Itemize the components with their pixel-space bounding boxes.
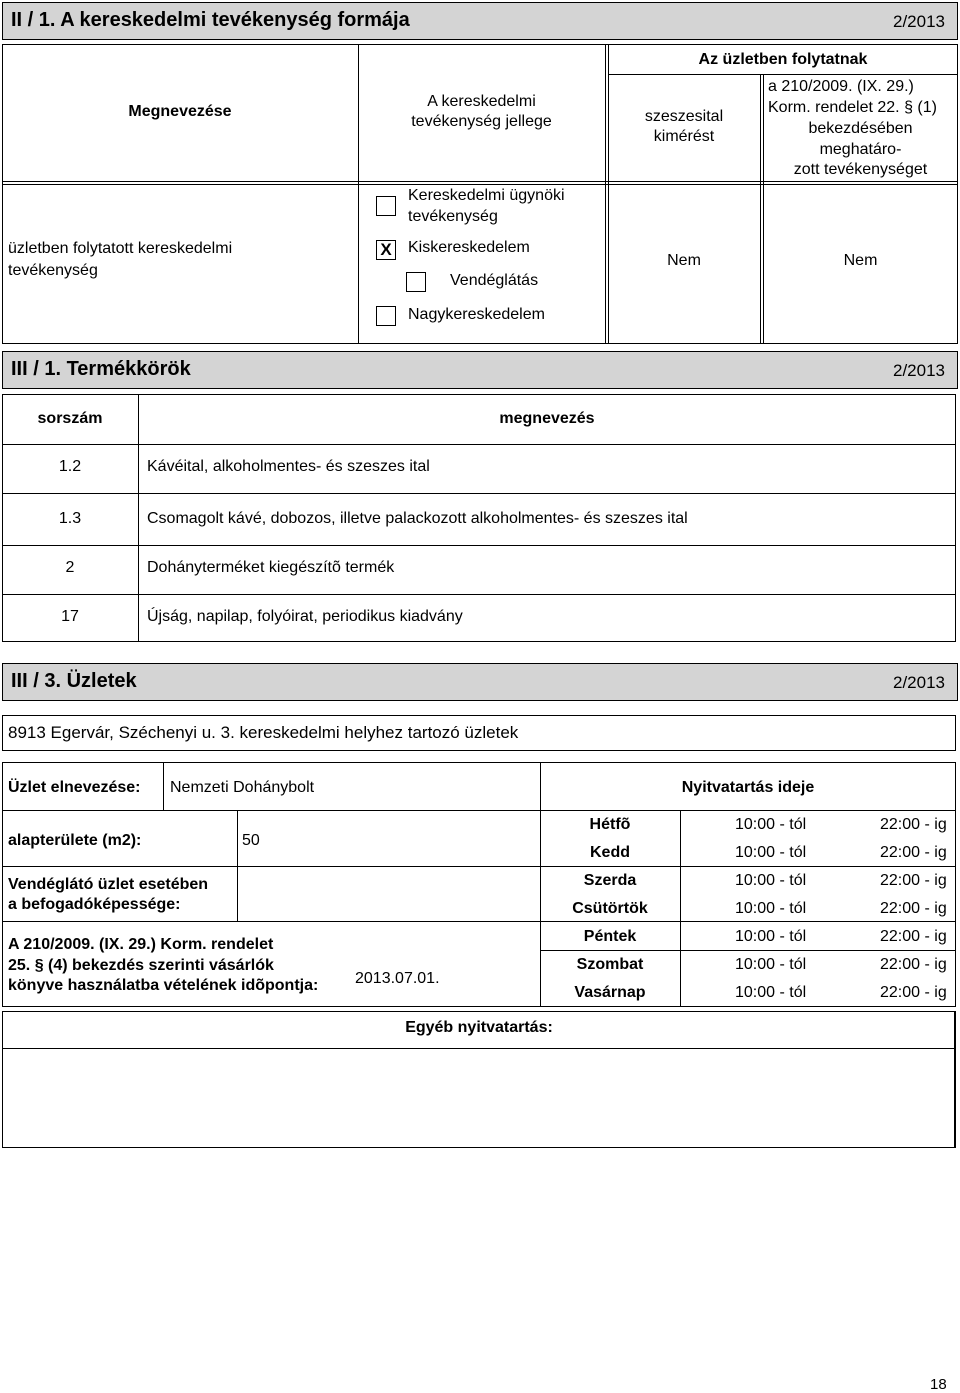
product-row-num: 1.3 (58, 510, 82, 527)
hours-to: 22:00 - ig (880, 872, 947, 889)
day-friday: Péntek (583, 928, 637, 945)
hours-from: 10:00 - tól (735, 984, 807, 1001)
hours-to: 22:00 - ig (880, 956, 947, 973)
header-reg-line1: a 210/2009. (IX. 29.) (768, 78, 914, 95)
wholesale-checkbox[interactable] (376, 306, 396, 326)
other-hours-label: Egyéb nyitvatartás: (405, 1019, 553, 1036)
hours-to: 22:00 - ig (880, 984, 947, 1001)
agent-label-line2: tevékenység (408, 208, 498, 225)
day-sunday: Vasárnap (574, 984, 646, 1001)
hours-from: 10:00 - tól (735, 872, 807, 889)
capacity-label-line2: a befogadóképessége: (8, 896, 181, 913)
hospitality-checkbox[interactable] (406, 272, 426, 292)
header-shop: Az üzletben folytatnak (698, 51, 868, 68)
product-row-num: 2 (65, 559, 75, 576)
activity-name-line1: üzletben folytatott kereskedelmi (8, 240, 233, 257)
page-number: 18 (930, 1376, 947, 1393)
product-row-num: 1.2 (58, 458, 82, 475)
header-alcohol-line1: szeszesital (644, 108, 724, 125)
alcohol-value: Nem (667, 252, 701, 269)
retail-checkbox[interactable]: X (376, 240, 396, 260)
ledger-label-line1: A 210/2009. (IX. 29.) Korm. rendelet (8, 936, 274, 953)
header-reg-line4: meghatáro- (819, 141, 902, 158)
hours-from: 10:00 - tól (735, 928, 807, 945)
day-tuesday: Kedd (590, 844, 630, 861)
area-value: 50 (242, 832, 260, 849)
header-type-line1: A kereskedelmi (427, 93, 536, 110)
opening-hours-header: Nyitvatartás ideje (681, 779, 815, 796)
header-alcohol-line2: kimérést (653, 128, 715, 145)
header-reg-line2: Korm. rendelet 22. § (1) (768, 99, 937, 116)
header-reg-line5: zott tevékenységet (793, 161, 928, 178)
ledger-label-line3: könyve használatba vételének idõpontja: (8, 977, 319, 994)
ledger-date: 2013.07.01. (355, 970, 440, 987)
day-saturday: Szombat (576, 956, 644, 973)
hours-from: 10:00 - tól (735, 844, 807, 861)
shop-name-value: Nemzeti Dohánybolt (170, 779, 315, 796)
section-header-form (2, 2, 958, 40)
hours-from: 10:00 - tól (735, 816, 807, 833)
section-title: II / 1. A kereskedelmi tevékenység formája (11, 9, 410, 31)
section-header-shops (2, 663, 958, 701)
header-type-line2: tevékenység jellege (411, 113, 552, 130)
ledger-label-line2: 25. § (4) bekezdés szerinti vásárlók (8, 957, 274, 974)
area-label: alapterülete (m2): (8, 832, 142, 849)
product-row-num: 17 (61, 608, 79, 625)
reg-value: Nem (843, 252, 878, 269)
col-name-header: megnevezés (499, 410, 595, 427)
hours-to: 22:00 - ig (880, 900, 947, 917)
day-monday: Hétfõ (589, 816, 631, 833)
shop-name-label: Üzlet elnevezése: (8, 779, 141, 796)
header-reg-line3: bekezdésében (808, 120, 913, 137)
agent-checkbox[interactable] (376, 196, 396, 216)
hours-to: 22:00 - ig (880, 928, 947, 945)
wholesale-label: Nagykereskedelem (408, 306, 545, 323)
section-title: III / 1. Termékkörök (11, 358, 191, 380)
retail-label: Kiskereskedelem (408, 239, 530, 256)
header-name: Megnevezése (128, 103, 232, 120)
section-title: III / 3. Üzletek (11, 670, 137, 692)
section-header-products (2, 351, 958, 389)
product-row-name: Újság, napilap, folyóirat, periodikus kiadvány (147, 608, 463, 625)
product-row-name: Csomagolt kávé, dobozos, illetve palackozott alkoholmentes- és szeszes ital (147, 510, 688, 527)
day-thursday: Csütörtök (572, 900, 648, 917)
agent-label-line1: Kereskedelmi ügynöki (408, 187, 565, 204)
section-year: 2/2013 (893, 673, 945, 692)
hours-from: 10:00 - tól (735, 956, 807, 973)
section-year: 2/2013 (893, 12, 945, 31)
section-year: 2/2013 (893, 361, 945, 380)
hours-from: 10:00 - tól (735, 900, 807, 917)
shop-address: 8913 Egervár, Széchenyi u. 3. kereskedelmi helyhez tartozó üzletek (8, 723, 519, 742)
activity-name-line2: tevékenység (8, 262, 98, 279)
product-row-name: Kávéital, alkoholmentes- és szeszes ital (147, 458, 430, 475)
hours-to: 22:00 - ig (880, 844, 947, 861)
product-row-name: Dohányterméket kiegészítõ termék (147, 559, 395, 576)
col-num-header: sorszám (37, 410, 103, 427)
day-wednesday: Szerda (583, 872, 637, 889)
hospitality-label: Vendéglátás (450, 272, 539, 289)
capacity-label-line1: Vendéglátó üzlet esetében (8, 876, 209, 893)
hours-to: 22:00 - ig (880, 816, 947, 833)
